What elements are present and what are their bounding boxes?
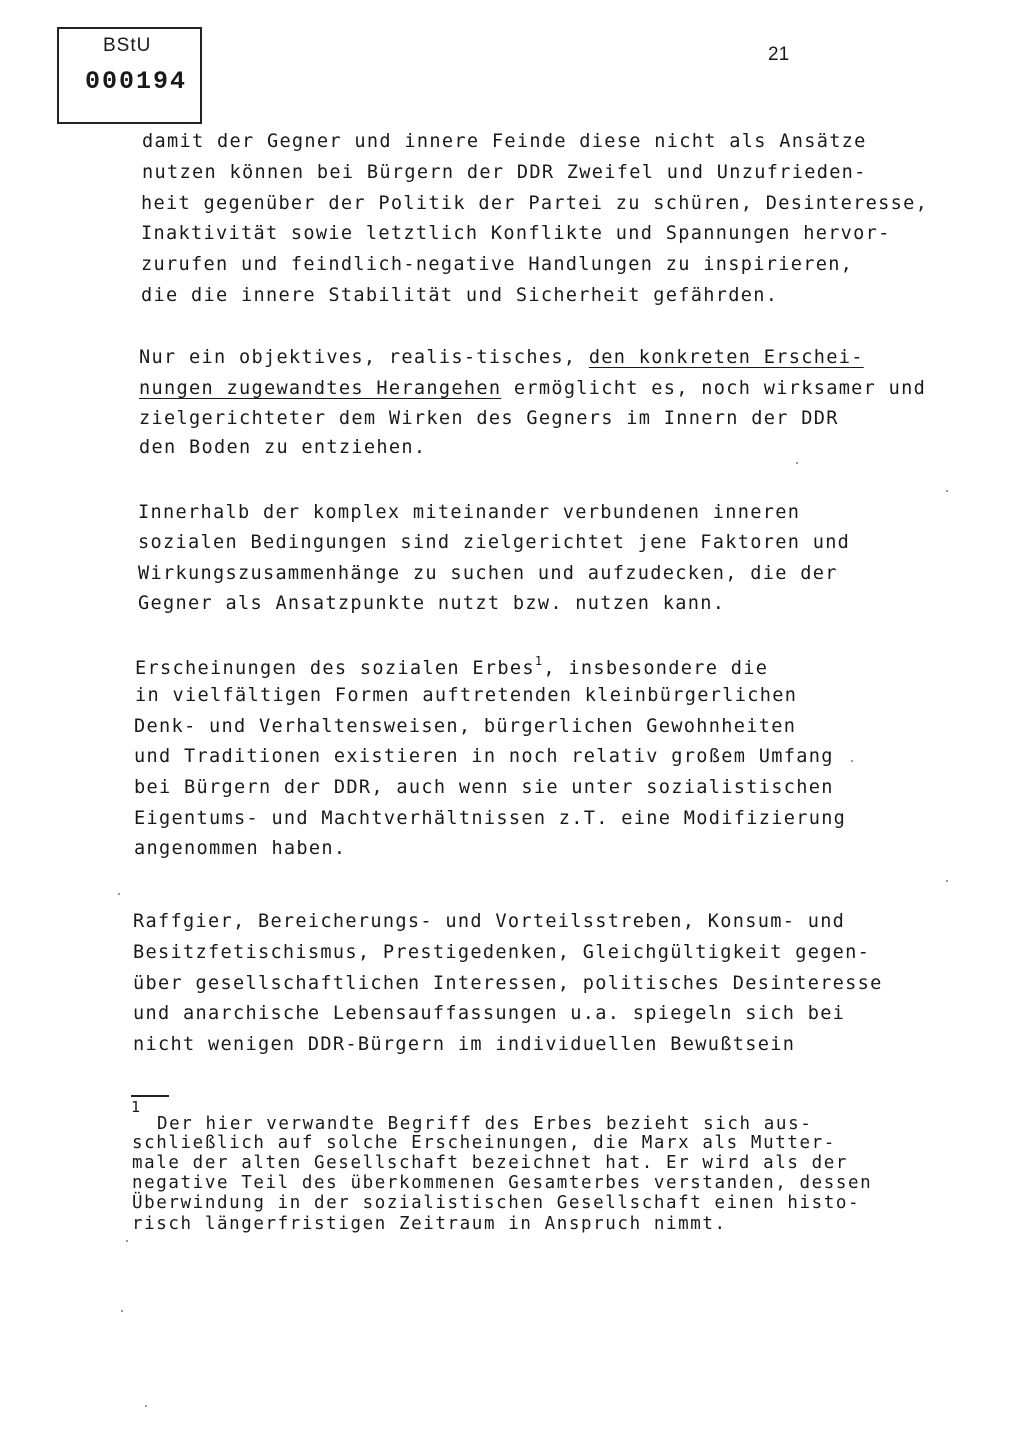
text-line: damit der Gegner und innere Feinde diese nicht als Ansätze: [142, 131, 867, 152]
scan-speck: [121, 1310, 123, 1312]
text-line: und Traditionen existieren in noch relativ großem Umfang: [134, 746, 834, 767]
text-line: [135, 654, 768, 679]
text-line: Raffgier, Bereicherungs- und Vorteilsstreben, Konsum- und: [133, 911, 846, 932]
text-line: Besitzfetischismus, Prestigedenken, Gleichgültigkeit gegen-: [133, 942, 871, 963]
text-line: sozialen Bedingungen sind zielgerichtet jene Faktoren und: [138, 532, 851, 553]
scan-speck: [145, 1405, 147, 1407]
stamp-number: 000194: [85, 67, 188, 96]
text-line: heit gegenüber der Politik der Partei zu schüren, Desinteresse,: [141, 193, 929, 214]
text-segment: ermöglicht es, noch wirksamer und: [501, 378, 927, 399]
footnote-line: risch längerfristigen Zeitraum in Anspruch nimmt.: [132, 1214, 727, 1234]
footnote-reference: 1: [534, 654, 544, 668]
footnote-line: negative Teil des überkommenen Gesamterbes verstanden, dessen: [132, 1173, 873, 1193]
footnote-line: Überwindung in der sozialistischen Gesellschaft einen histo-: [132, 1193, 861, 1213]
text-line: zielgerichteter dem Wirken des Gegners im Innern der DDR: [139, 408, 839, 429]
text-line: und anarchische Lebensauffassungen u.a. spiegeln sich bei: [133, 1003, 846, 1024]
text-line: Innerhalb der komplex miteinander verbundenen inneren: [138, 502, 801, 523]
text-line: über gesellschaftlichen Interessen, politisches Desinteresse: [133, 973, 883, 994]
text-line: nicht wenigen DDR-Bürgern im individuellen Bewußtsein: [133, 1034, 796, 1055]
footnote-rule: [131, 1095, 169, 1097]
text-line: nutzen können bei Bürgern der DDR Zweifel und Unzufrieden-: [142, 162, 867, 183]
text-line: angenommen haben.: [134, 838, 347, 859]
text-segment: Erscheinungen des sozialen Erbes: [135, 658, 535, 679]
text-line: [139, 347, 864, 368]
footnote-line: schließlich auf solche Erscheinungen, die Marx als Mutter-: [132, 1133, 836, 1153]
text-line: in vielfältigen Formen auftretenden kleinbürgerlichen: [135, 685, 798, 706]
underlined-text: nungen zugewandtes Herangehen: [139, 378, 502, 399]
archive-stamp: [57, 27, 202, 124]
text-line: Gegner als Ansatzpunkte nutzt bzw. nutzen kann.: [138, 593, 726, 614]
text-line: Eigentums- und Machtverhältnissen z.T. eine Modifizierung: [134, 808, 847, 829]
scan-speck: [118, 893, 120, 895]
text-line: Wirkungszusammenhänge zu suchen und aufzudecken, die der: [138, 563, 838, 584]
scan-speck: [126, 1240, 128, 1242]
footnote-marker: 1: [131, 1098, 141, 1116]
scan-speck: [796, 462, 798, 464]
scan-speck: [946, 490, 948, 492]
text-line: [139, 378, 926, 399]
scan-speck: [946, 880, 948, 882]
text-segment: , insbesondere die: [543, 658, 769, 679]
text-line: bei Bürgern der DDR, auch wenn sie unter sozialistischen: [134, 777, 834, 798]
text-line: Denk- und Verhaltensweisen, bürgerlichen Gewohnheiten: [134, 716, 797, 737]
scan-speck: [851, 760, 853, 762]
text-segment: Nur ein objektives, realis-tisches,: [139, 347, 589, 368]
text-line: die die innere Stabilität und Sicherheit gefährden.: [141, 285, 779, 306]
underlined-text: den konkreten Erschei-: [588, 347, 864, 368]
text-line: den Boden zu entziehen.: [139, 437, 427, 458]
footnote-line: Der hier verwandte Begriff des Erbes bezieht sich aus-: [157, 1114, 813, 1134]
text-line: zurufen und feindlich-negative Handlungen zu inspirieren,: [141, 254, 854, 275]
page-number: 21: [768, 44, 790, 65]
text-line: Inaktivität sowie letztlich Konflikte und Spannungen hervor-: [141, 223, 891, 244]
footnote-line: male der alten Gesellschaft bezeichnet hat. Er wird als der: [132, 1153, 849, 1173]
stamp-org-label: BStU: [103, 35, 152, 56]
